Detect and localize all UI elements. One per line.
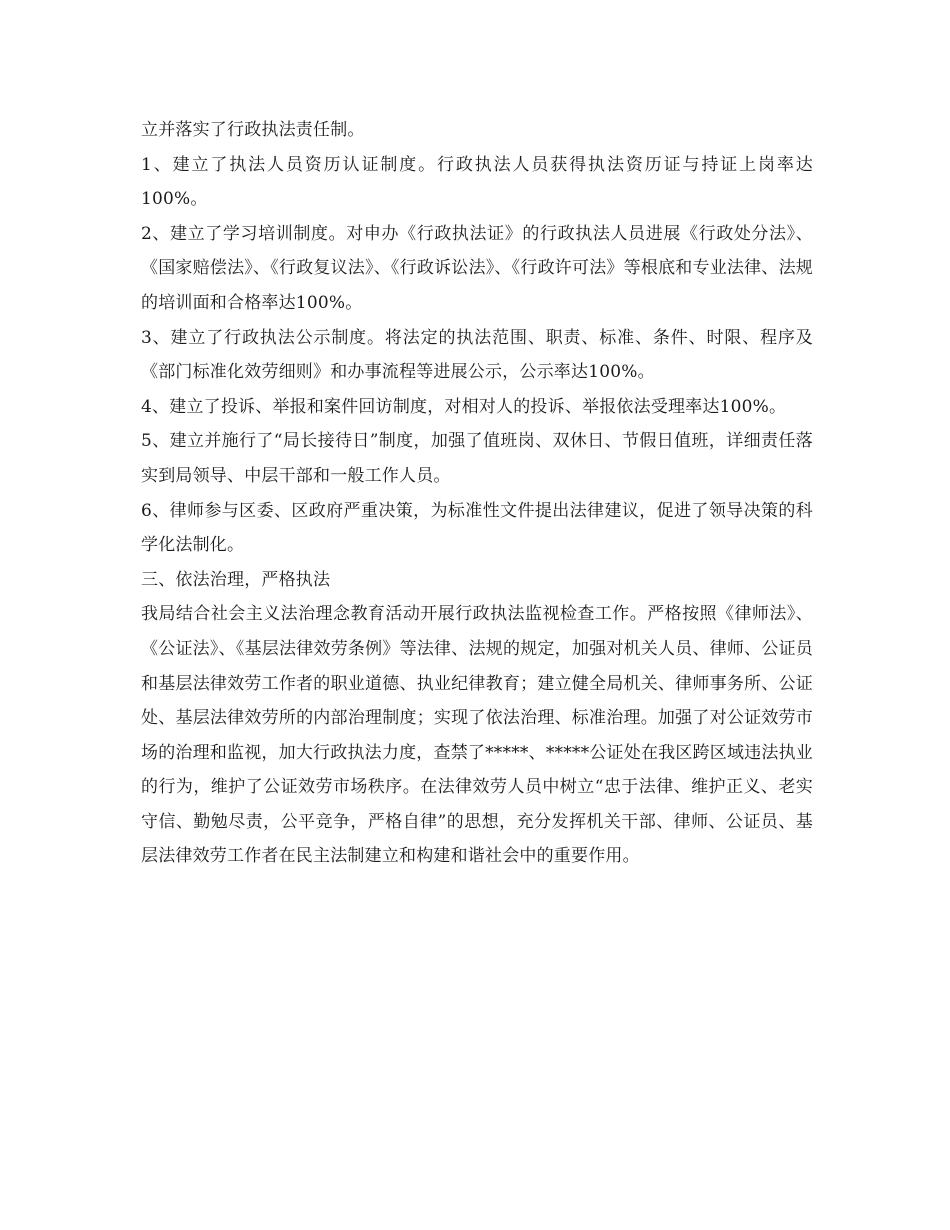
- paragraph-item-3: 3、建立了行政执法公示制度。将法定的执法范围、职责、标准、条件、时限、程序及《部门标准化效劳细则》和办事流程等进展公示，公示率达100%。: [141, 327, 813, 383]
- paragraph-item-4: 4、建立了投诉、举报和案件回访制度，对相对人的投诉、举报依法受理率达100%。: [141, 396, 787, 417]
- paragraph-item-2: 2、建立了学习培训制度。对申办《行政执法证》的行政执法人员进展《行政处分法》、《国家赔偿法》、《行政复议法》、《行政诉讼法》、《行政许可法》等根底和专业法律、法规的培训面和合格率达100%。: [141, 223, 813, 313]
- paragraph-item-1: 1、建立了执法人员资历认证制度。行政执法人员获得执法资历证与持证上岗率达100%。: [141, 154, 813, 210]
- paragraph-body: 我局结合社会主义法治理念教育活动开展行政执法监视检查工作。严格按照《律师法》、《公证法》、《基层法律效劳条例》等法律、法规的规定，加强对机关人员、律师、公证员和基层法律效劳工作者的职业道德、执业纪律教育；建立健全局机关、律师事务所、公证处、基层法律效劳所的内部治理制度；实现了依法治理、标准治理。加强了对公证效劳市场的治理和监视，加大行政执法力度，查禁了*****、*****公证处在我区跨区域违法执业的行为，维护了公证效劳市场秩序。在法律效劳人员中树立“忠于法律、维护正义、老实守信、勤勉尽责，公平竞争，严格自律”的思想，充分发挥机关干部、律师、公证员、基层法律效劳工作者在民主法制建立和构建和谐社会中的重要作用。: [141, 604, 813, 867]
- paragraph-intro: 立并落实了行政执法责任制。: [141, 120, 365, 140]
- section-heading: 三、依法治理，严格执法: [141, 569, 331, 590]
- paragraph-item-5: 5、建立并施行了“局长接待日”制度，加强了值班岗、双休日、节假日值班，详细责任落实到局领导、中层干部和一般工作人员。: [141, 431, 813, 486]
- document-body: [141, 113, 813, 874]
- paragraph-item-6: 6、律师参与区委、区政府严重决策，为标准性文件提出法律建议，促进了领导决策的科学化法制化。: [141, 500, 813, 556]
